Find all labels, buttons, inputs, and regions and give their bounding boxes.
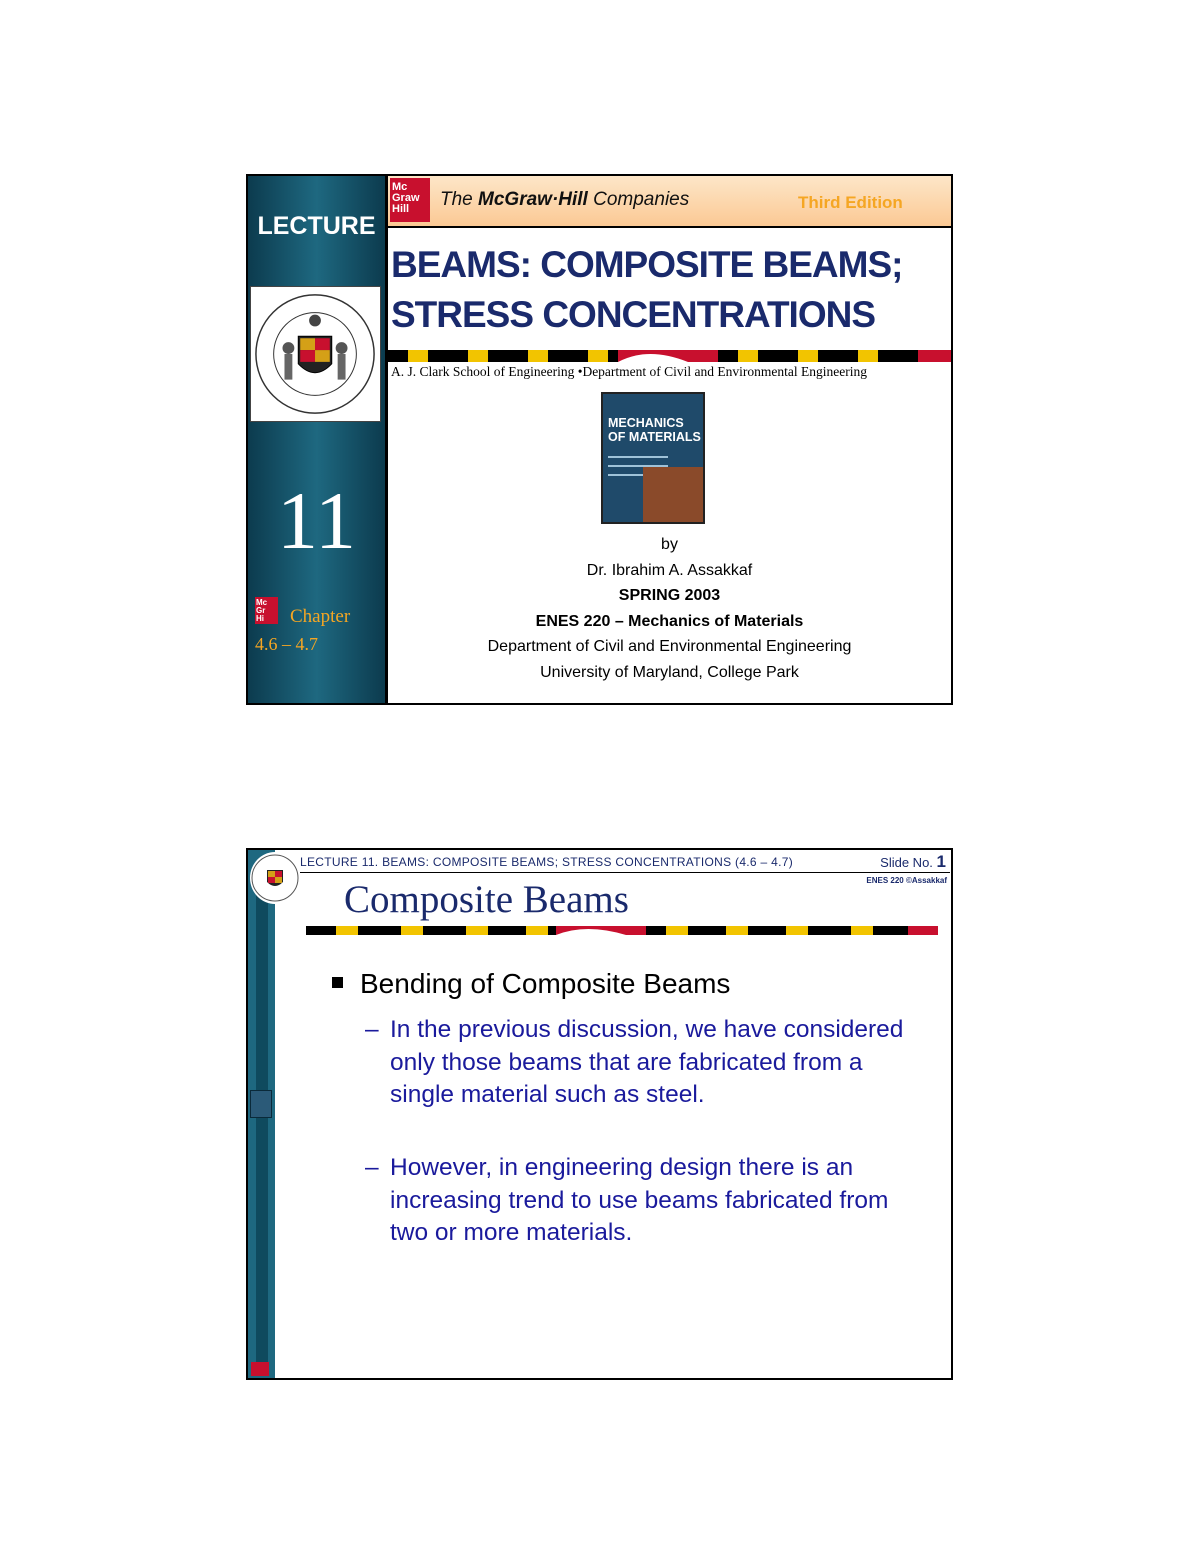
lecture-header-line: LECTURE 11. BEAMS: COMPOSITE BEAMS; STRESS CONCENTRATIONS (4.6 – 4.7) <box>300 855 794 869</box>
term: SPRING 2003 <box>618 587 721 604</box>
brand-suffix: Companies <box>587 189 690 210</box>
mcgraw-hill-small-logo: Mc Gr Hi <box>255 597 278 624</box>
dash-marker: – <box>365 1154 379 1181</box>
left-strip-inner <box>256 890 268 1370</box>
edition-label: Third Edition <box>798 193 903 212</box>
publisher-brand <box>440 189 689 211</box>
title-line-1: BEAMS: COMPOSITE BEAMS; <box>391 244 903 285</box>
by-label: by <box>661 536 678 553</box>
slide-number-label: Slide No. <box>880 855 933 870</box>
book-building-image <box>643 467 703 522</box>
lecture-number: 11 <box>277 475 356 566</box>
lecture-label: LECTURE <box>257 212 376 240</box>
university-name: University of Maryland, College Park <box>540 663 799 681</box>
author-name: Dr. Ibrahim A. Assakkaf <box>586 561 753 579</box>
publisher-header <box>388 176 951 228</box>
brand-prefix: The <box>440 189 479 210</box>
left-strip <box>248 850 275 1378</box>
university-seal-icon <box>250 852 300 904</box>
sub-item-1 <box>365 1014 925 1112</box>
sub-item-text: However, in engineering design there is an increasing trend to use beams fabricated from two or more materials. <box>390 1154 889 1246</box>
chapter-range: 4.6 – 4.7 <box>255 634 318 654</box>
bullet-item <box>332 968 730 1000</box>
slide-number-value: 1 <box>936 852 946 871</box>
slide-number <box>880 852 946 872</box>
credits-block <box>388 532 951 685</box>
content-slide <box>246 848 953 1380</box>
textbook-cover <box>601 392 705 524</box>
copyright-note: ENES 220 ©Assakkaf <box>866 876 947 885</box>
brand-name: McGraw·Hill <box>478 189 588 210</box>
bullet-text: Bending of Composite Beams <box>360 968 731 999</box>
slide-header <box>300 852 950 872</box>
dash-marker: – <box>365 1016 379 1043</box>
mcgraw-hill-small-logo <box>251 1362 269 1376</box>
book-title: MECHANICS OF MATERIALS <box>608 416 701 444</box>
square-bullet-icon <box>332 977 343 988</box>
maryland-flag-stripe <box>306 926 938 935</box>
maryland-flag-stripe <box>388 350 951 362</box>
sub-item-2 <box>365 1152 925 1250</box>
left-sidebar <box>248 176 385 703</box>
title-slide <box>246 174 953 705</box>
title-line-2: STRESS CONCENTRATIONS <box>391 294 876 335</box>
slide-title <box>391 240 902 340</box>
university-seal-icon <box>250 286 381 422</box>
book-thumbnail-icon <box>250 1090 272 1118</box>
seal-graphic <box>250 852 300 904</box>
course-name: ENES 220 – Mechanics of Materials <box>535 612 804 630</box>
school-line: A. J. Clark School of Engineering •Department of Civil and Environmental Engineering <box>391 364 867 379</box>
chapter-label: Chapter <box>290 606 351 627</box>
seal-graphic <box>251 287 380 421</box>
header-rule <box>300 872 950 873</box>
mcgraw-hill-logo: Mc Graw Hill <box>390 178 430 222</box>
slide-title: Composite Beams <box>344 878 629 921</box>
sub-item-text: In the previous discussion, we have considered only those beams that are fabricated from a single material such as steel. <box>390 1016 904 1108</box>
department-name: Department of Civil and Environmental Engineering <box>487 638 852 655</box>
